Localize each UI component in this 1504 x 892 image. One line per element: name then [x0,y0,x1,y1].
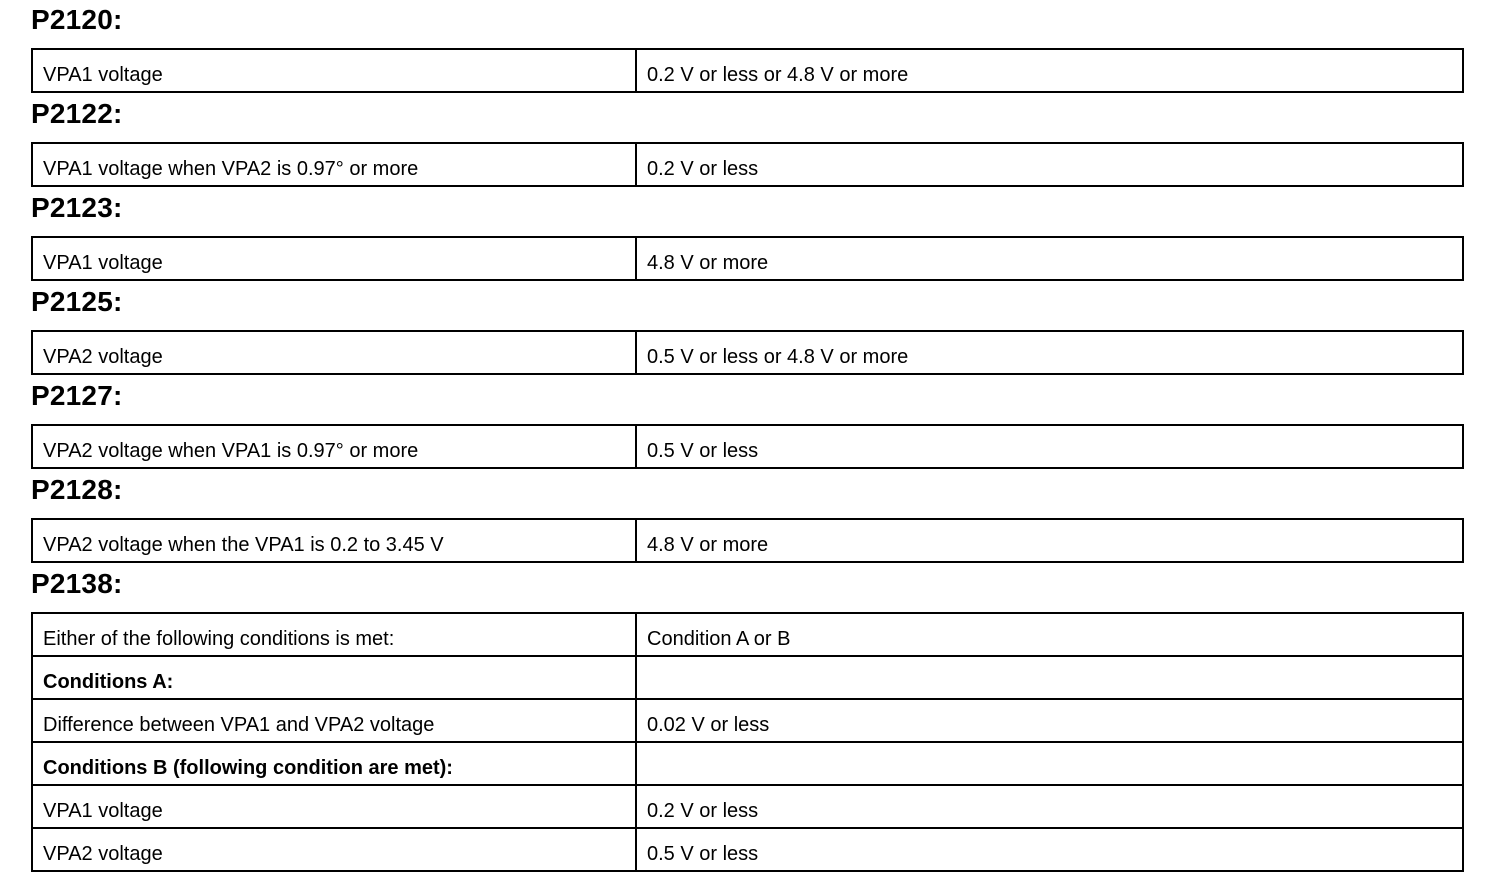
dtc-table-p2122 [31,142,1464,187]
condition-label: VPA2 voltage [32,331,636,374]
dtc-code-p2128: P2128: [31,474,123,505]
table-row [32,742,1463,785]
dtc-code-p2125: P2125: [31,286,123,317]
condition-value: 0.2 V or less [636,143,1463,186]
table-row [32,425,1463,468]
dtc-table-p2125 [31,330,1464,375]
condition-group-label: Conditions B (following condition are met): [32,742,636,785]
dtc-code-p2127: P2127: [31,380,123,411]
condition-value: 4.8 V or more [636,519,1463,562]
condition-label: VPA2 voltage [32,828,636,871]
condition-value: 0.5 V or less [636,828,1463,871]
table-row [32,49,1463,92]
condition-label: VPA1 voltage when VPA2 is 0.97° or more [32,143,636,186]
condition-label: VPA2 voltage when VPA1 is 0.97° or more [32,425,636,468]
condition-label: Difference between VPA1 and VPA2 voltage [32,699,636,742]
table-row [32,237,1463,280]
table-row [32,699,1463,742]
condition-value: 4.8 V or more [636,237,1463,280]
condition-value: 0.02 V or less [636,699,1463,742]
condition-label: VPA1 voltage [32,49,636,92]
dtc-table-p2128 [31,518,1464,563]
table-row [32,656,1463,699]
dtc-table-p2120 [31,48,1464,93]
dtc-code-p2138: P2138: [31,568,123,599]
condition-value: 0.2 V or less or 4.8 V or more [636,49,1463,92]
dtc-table-p2123 [31,236,1464,281]
dtc-code-p2122: P2122: [31,98,123,129]
condition-value: 0.2 V or less [636,785,1463,828]
table-row [32,828,1463,871]
condition-group-label: Conditions A: [32,656,636,699]
condition-label: VPA1 voltage [32,237,636,280]
dtc-table-p2138 [31,612,1464,872]
table-row [32,143,1463,186]
table-row [32,331,1463,374]
condition-value: Condition A or B [636,613,1463,656]
condition-label: Either of the following conditions is met: [32,613,636,656]
table-row [32,613,1463,656]
condition-value: 0.5 V or less [636,425,1463,468]
table-row [32,519,1463,562]
dtc-code-p2123: P2123: [31,192,123,223]
table-row [32,785,1463,828]
condition-value: 0.5 V or less or 4.8 V or more [636,331,1463,374]
condition-value [636,656,1463,699]
condition-value [636,742,1463,785]
condition-label: VPA1 voltage [32,785,636,828]
dtc-code-p2120: P2120: [31,4,123,35]
condition-label: VPA2 voltage when the VPA1 is 0.2 to 3.45 V [32,519,636,562]
dtc-table-p2127 [31,424,1464,469]
